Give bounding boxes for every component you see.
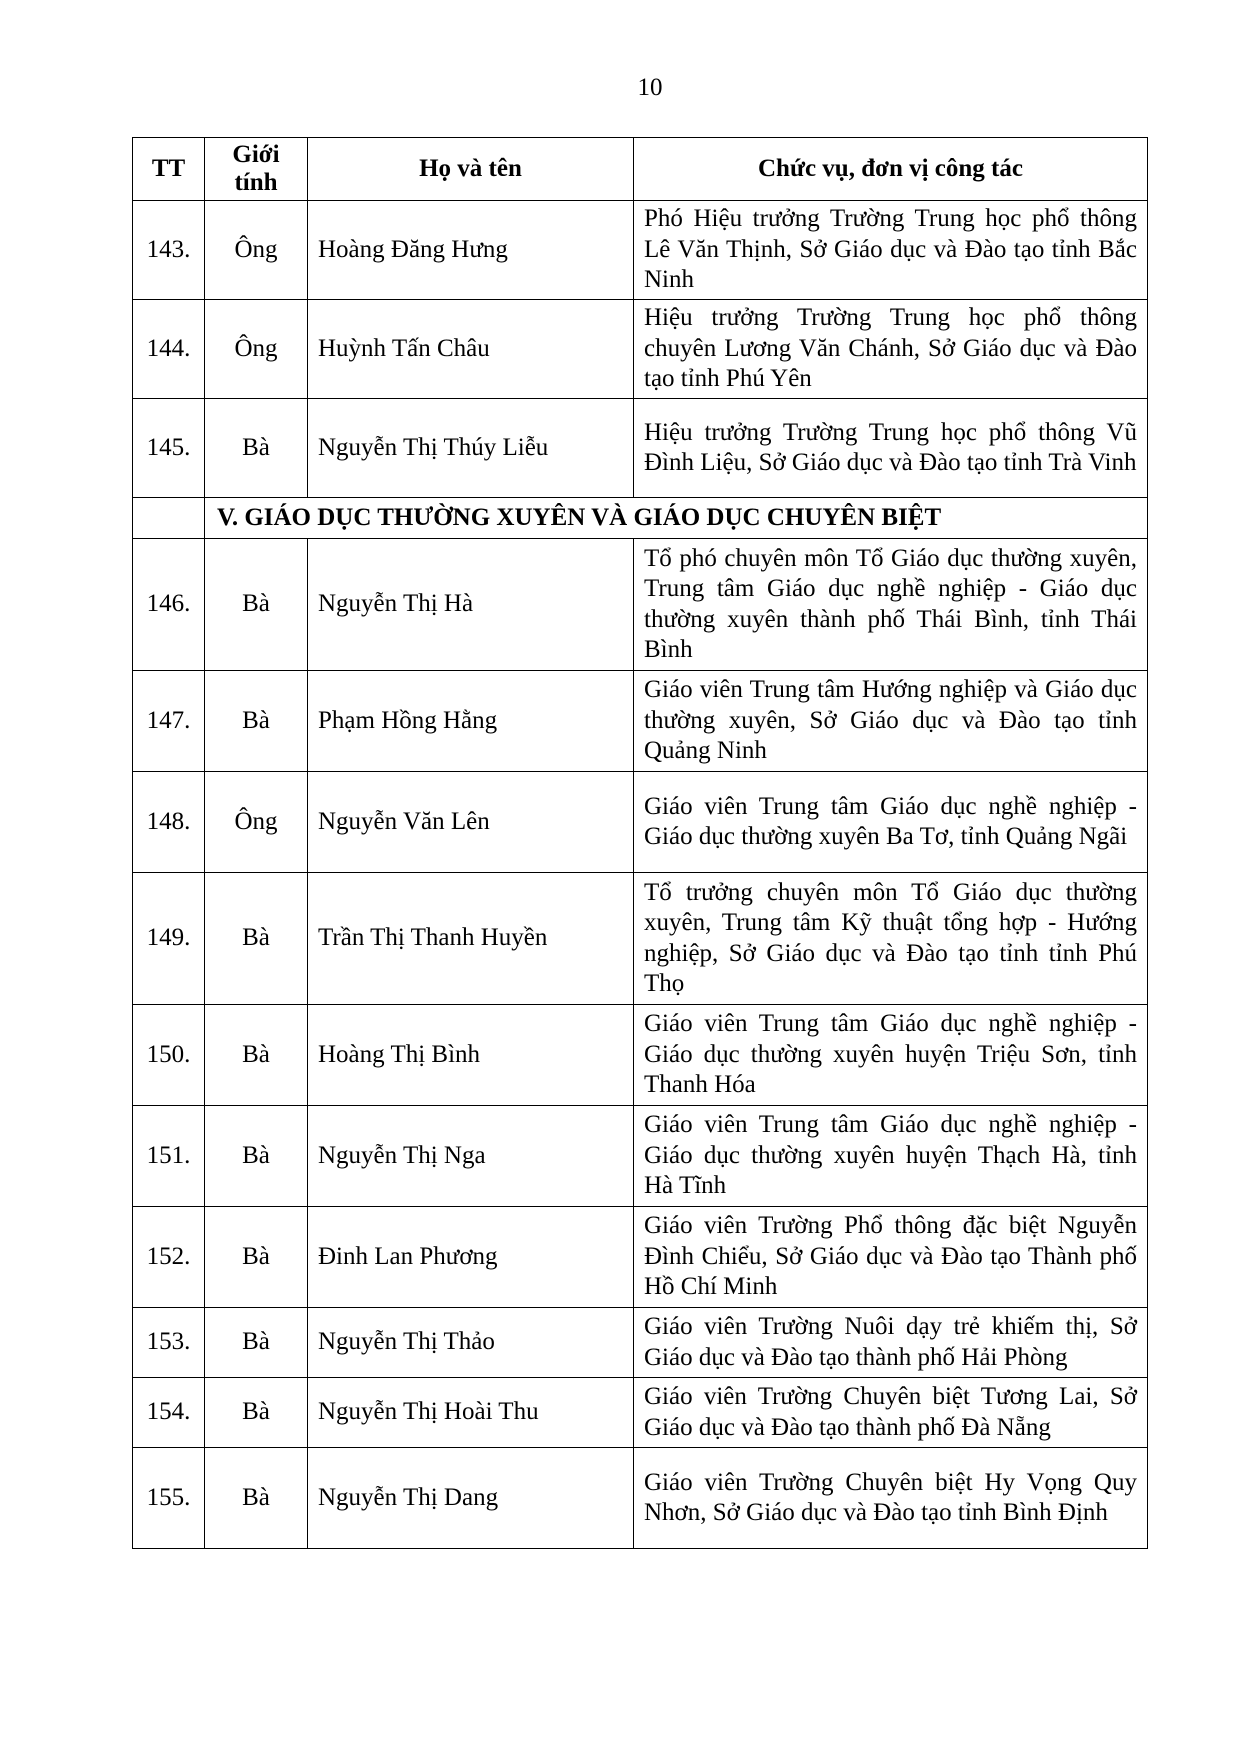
row-gender: Bà: [205, 1308, 308, 1378]
header-tt: TT: [133, 138, 205, 201]
row-number: 150.: [133, 1005, 205, 1106]
row-position: Tổ phó chuyên môn Tổ Giáo dục thường xuyên, Trung tâm Giáo dục nghề nghiệp - Giáo dục thường xuyên thành phố Thái Bình, tỉnh Thái Bình: [634, 539, 1148, 671]
row-number: 148.: [133, 772, 205, 873]
header-gender: Giới tính: [205, 138, 308, 201]
row-name: Phạm Hồng Hằng: [308, 671, 634, 772]
row-number: 143.: [133, 201, 205, 300]
row-position: Phó Hiệu trưởng Trường Trung học phổ thông Lê Văn Thịnh, Sở Giáo dục và Đào tạo tỉnh Bắc Ninh: [634, 201, 1148, 300]
row-number: 152.: [133, 1207, 205, 1308]
row-gender: Bà: [205, 873, 308, 1005]
row-position: Giáo viên Trung tâm Giáo dục nghề nghiệp - Giáo dục thường xuyên huyện Triệu Sơn, tỉnh Thanh Hóa: [634, 1005, 1148, 1106]
row-name: Hoàng Thị Bình: [308, 1005, 634, 1106]
header-name: Họ và tên: [308, 138, 634, 201]
row-name: Nguyễn Thị Dang: [308, 1448, 634, 1549]
section-spacer: [133, 498, 205, 539]
row-position: Giáo viên Trường Chuyên biệt Tương Lai, Sở Giáo dục và Đào tạo thành phố Đà Nẵng: [634, 1378, 1148, 1448]
table-row: [133, 201, 1148, 300]
row-position: Hiệu trưởng Trường Trung học phổ thông Vũ Đình Liệu, Sở Giáo dục và Đào tạo tỉnh Trà Vinh: [634, 399, 1148, 498]
table-header: [133, 138, 1148, 201]
row-number: 154.: [133, 1378, 205, 1448]
row-gender: Bà: [205, 1207, 308, 1308]
section-title: V. GIÁO DỤC THƯỜNG XUYÊN VÀ GIÁO DỤC CHUYÊN BIỆT: [205, 498, 1148, 539]
row-name: Hoàng Đăng Hưng: [308, 201, 634, 300]
table-row: [133, 399, 1148, 498]
header-position: Chức vụ, đơn vị công tác: [634, 138, 1148, 201]
row-gender: Bà: [205, 1005, 308, 1106]
row-gender: Bà: [205, 1378, 308, 1448]
table-row: [133, 1207, 1148, 1308]
row-position: Giáo viên Trung tâm Giáo dục nghề nghiệp - Giáo dục thường xuyên Ba Tơ, tỉnh Quảng Ngãi: [634, 772, 1148, 873]
row-gender: Ông: [205, 772, 308, 873]
row-number: 144.: [133, 300, 205, 399]
row-gender: Bà: [205, 399, 308, 498]
section-row: [133, 498, 1148, 539]
row-name: Huỳnh Tấn Châu: [308, 300, 634, 399]
awardee-table: [132, 137, 1148, 1549]
table-row: [133, 873, 1148, 1005]
row-gender: Ông: [205, 300, 308, 399]
row-number: 153.: [133, 1308, 205, 1378]
row-position: Giáo viên Trung tâm Giáo dục nghề nghiệp - Giáo dục thường xuyên huyện Thạch Hà, tỉnh Hà Tĩnh: [634, 1106, 1148, 1207]
table-row: [133, 1308, 1148, 1378]
row-number: 147.: [133, 671, 205, 772]
table-row: [133, 300, 1148, 399]
table-row: [133, 1106, 1148, 1207]
row-name: Nguyễn Thị Hà: [308, 539, 634, 671]
row-number: 146.: [133, 539, 205, 671]
row-name: Nguyễn Thị Nga: [308, 1106, 634, 1207]
row-number: 145.: [133, 399, 205, 498]
row-name: Nguyễn Thị Thảo: [308, 1308, 634, 1378]
table-body: [133, 201, 1148, 1549]
table-row: [133, 539, 1148, 671]
table-row: [133, 1005, 1148, 1106]
row-number: 149.: [133, 873, 205, 1005]
row-name: Trần Thị Thanh Huyền: [308, 873, 634, 1005]
row-name: Đinh Lan Phương: [308, 1207, 634, 1308]
table-row: [133, 772, 1148, 873]
row-position: Giáo viên Trường Nuôi dạy trẻ khiếm thị, Sở Giáo dục và Đào tạo thành phố Hải Phòng: [634, 1308, 1148, 1378]
row-number: 155.: [133, 1448, 205, 1549]
row-gender: Bà: [205, 539, 308, 671]
row-position: Tổ trưởng chuyên môn Tổ Giáo dục thường xuyên, Trung tâm Kỹ thuật tổng hợp - Hướng nghiệp, Sở Giáo dục và Đào tạo tỉnh tỉnh Phú Thọ: [634, 873, 1148, 1005]
row-position: Giáo viên Trung tâm Hướng nghiệp và Giáo dục thường xuyên, Sở Giáo dục và Đào tạo tỉnh Quảng Ninh: [634, 671, 1148, 772]
row-name: Nguyễn Thị Thúy Liễu: [308, 399, 634, 498]
row-number: 151.: [133, 1106, 205, 1207]
row-gender: Ông: [205, 201, 308, 300]
row-name: Nguyễn Thị Hoài Thu: [308, 1378, 634, 1448]
row-gender: Bà: [205, 1448, 308, 1549]
row-gender: Bà: [205, 1106, 308, 1207]
table-row: [133, 671, 1148, 772]
row-position: Hiệu trưởng Trường Trung học phổ thông chuyên Lương Văn Chánh, Sở Giáo dục và Đào tạo tỉnh Phú Yên: [634, 300, 1148, 399]
row-position: Giáo viên Trường Chuyên biệt Hy Vọng Quy Nhơn, Sở Giáo dục và Đào tạo tỉnh Bình Định: [634, 1448, 1148, 1549]
row-name: Nguyễn Văn Lên: [308, 772, 634, 873]
row-gender: Bà: [205, 671, 308, 772]
table-row: [133, 1378, 1148, 1448]
row-position: Giáo viên Trường Phổ thông đặc biệt Nguyễn Đình Chiểu, Sở Giáo dục và Đào tạo Thành phố Hồ Chí Minh: [634, 1207, 1148, 1308]
page-number: 10: [637, 74, 663, 101]
table-row: [133, 1448, 1148, 1549]
